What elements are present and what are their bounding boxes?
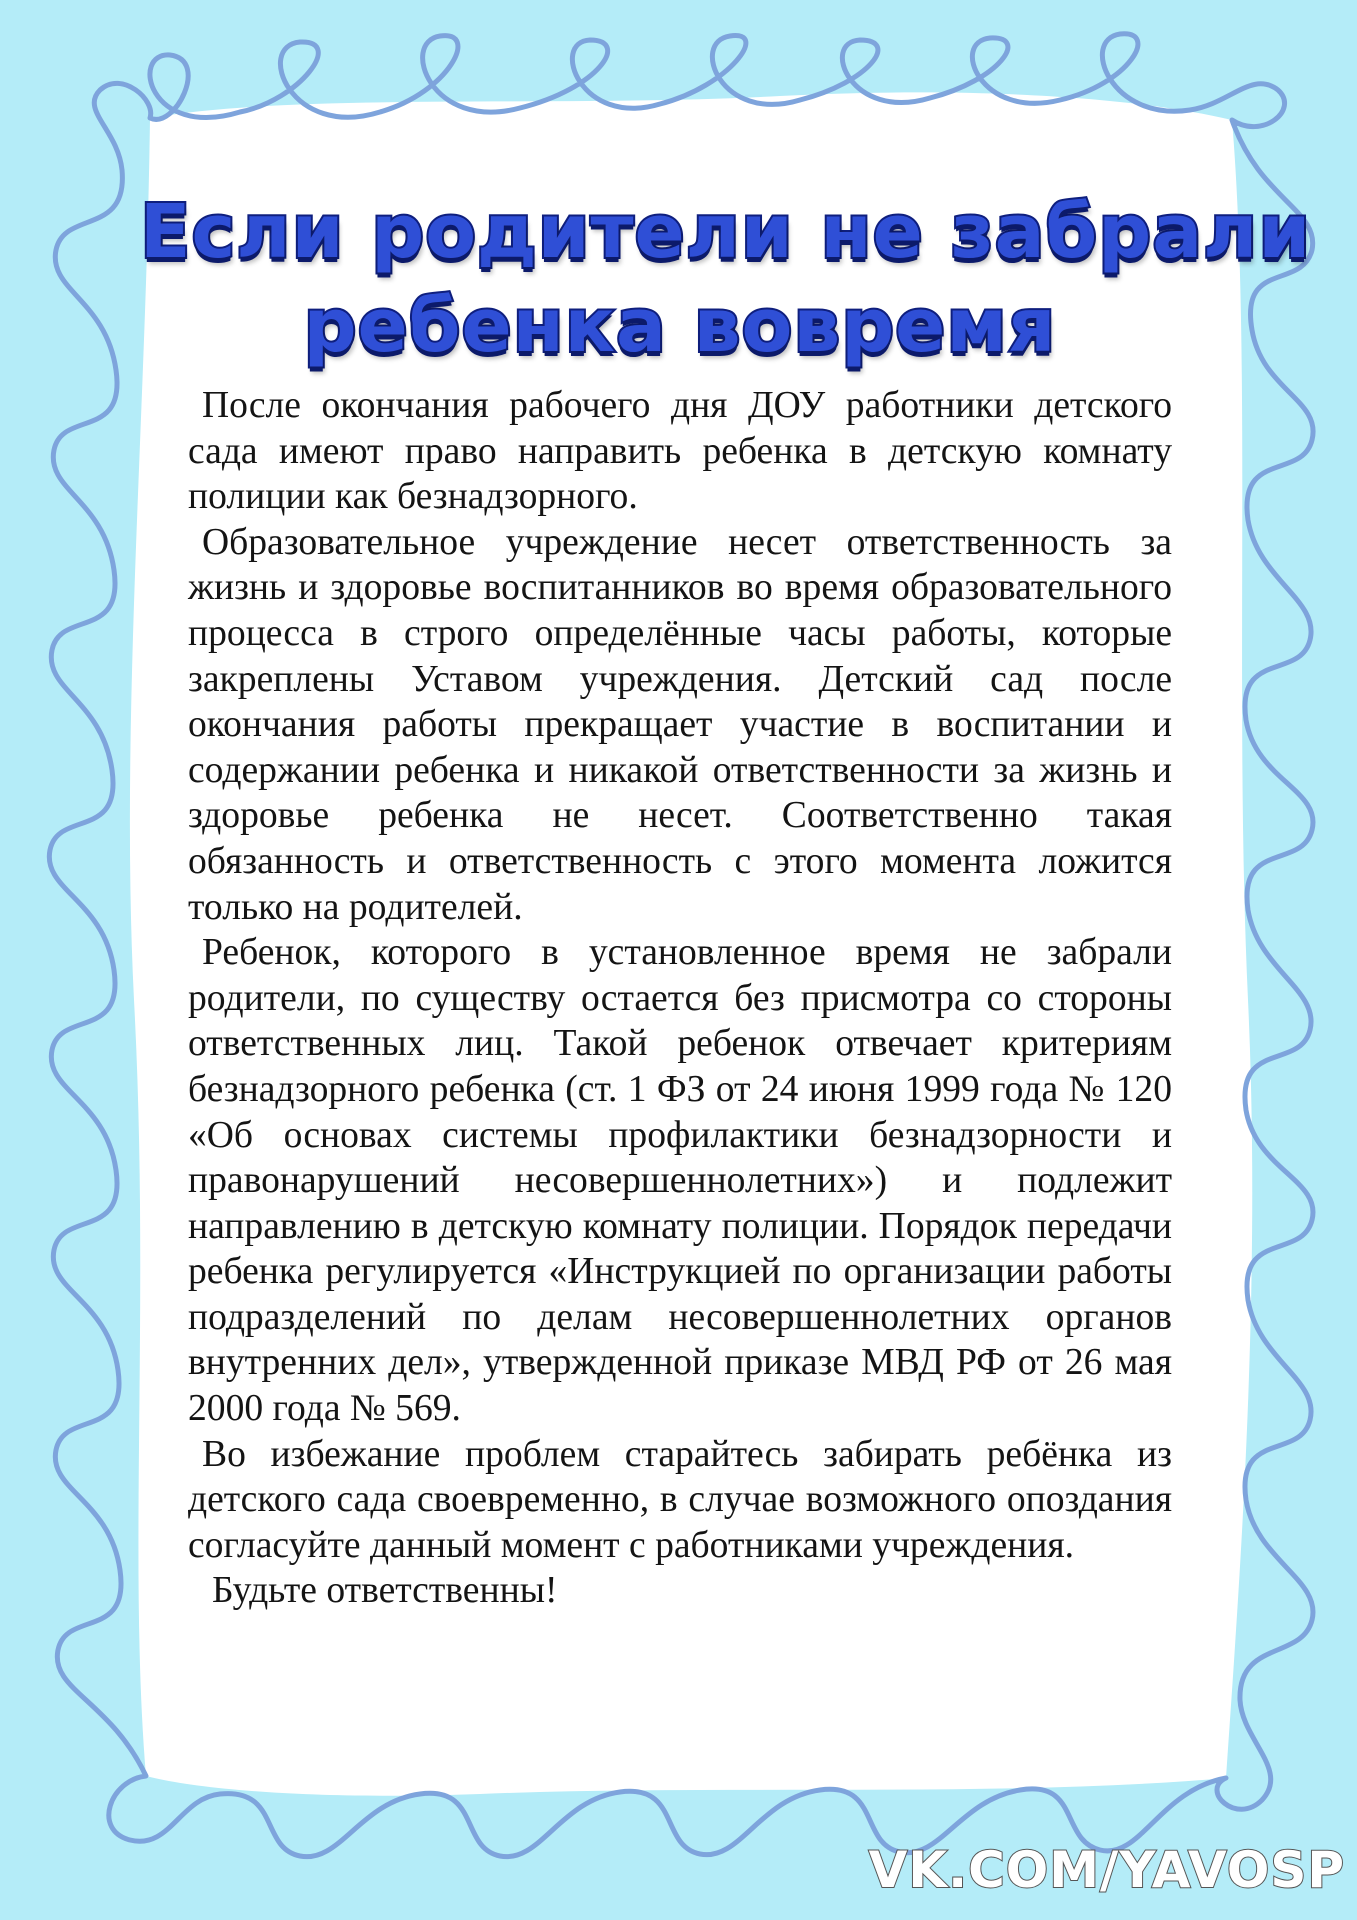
- paragraph-2: Образовательное учреждение несет ответственность за жизнь и здоровье воспитанников во время образовательного процесса в строго определённые часы работы, которые закреплены Уставом учреждения. Детский сад после окончания работы прекращает участие в воспитании и содержании ребенка и никакой ответственности за жизнь и здоровье ребенка не несет. Соответственно такая обязанность и ответственность с этого момента ложится только на родителей.: [188, 521, 1172, 928]
- title-line-1: Если родители не забрали: [140, 189, 1312, 275]
- main-text: [188, 383, 1172, 1614]
- title-line-2: ребенка вовремя: [303, 283, 1057, 369]
- signoff: Будьте ответственны!: [212, 1570, 558, 1612]
- watermark: VK.COM/YAVOSP: [868, 1841, 1345, 1899]
- paragraph-4: Во избежание проблем старайтесь забирать ребёнка из детского сада своевременно, в случае возможного опоздания согласуйте данный момент с работниками учреждения.: [188, 1433, 1172, 1566]
- page-title: [140, 185, 1312, 373]
- paragraph-1: После окончания рабочего дня ДОУ работники детского сада имеют право направить ребенка в детскую комнату полиции как безнадзорного.: [188, 385, 1172, 518]
- paragraph-3: Ребенок, которого в установленное время не забрали родители, по существу остается без присмотра со стороны ответственных лиц. Такой ребенок отвечает критериям безнадзорного ребенка (ст. 1 ФЗ от 24 июня 1999 года № 120 «Об основах системы профилактики безнадзорности и правонарушений несовершеннолетних») и подлежит направлению в детскую комнату полиции. Порядок передачи ребенка регулируется «Инструкцией по организации работы подразделений по делам несовершеннолетних органов внутренних дел», утвержденной приказе МВД РФ от 26 мая 2000 года № 569.: [188, 932, 1172, 1430]
